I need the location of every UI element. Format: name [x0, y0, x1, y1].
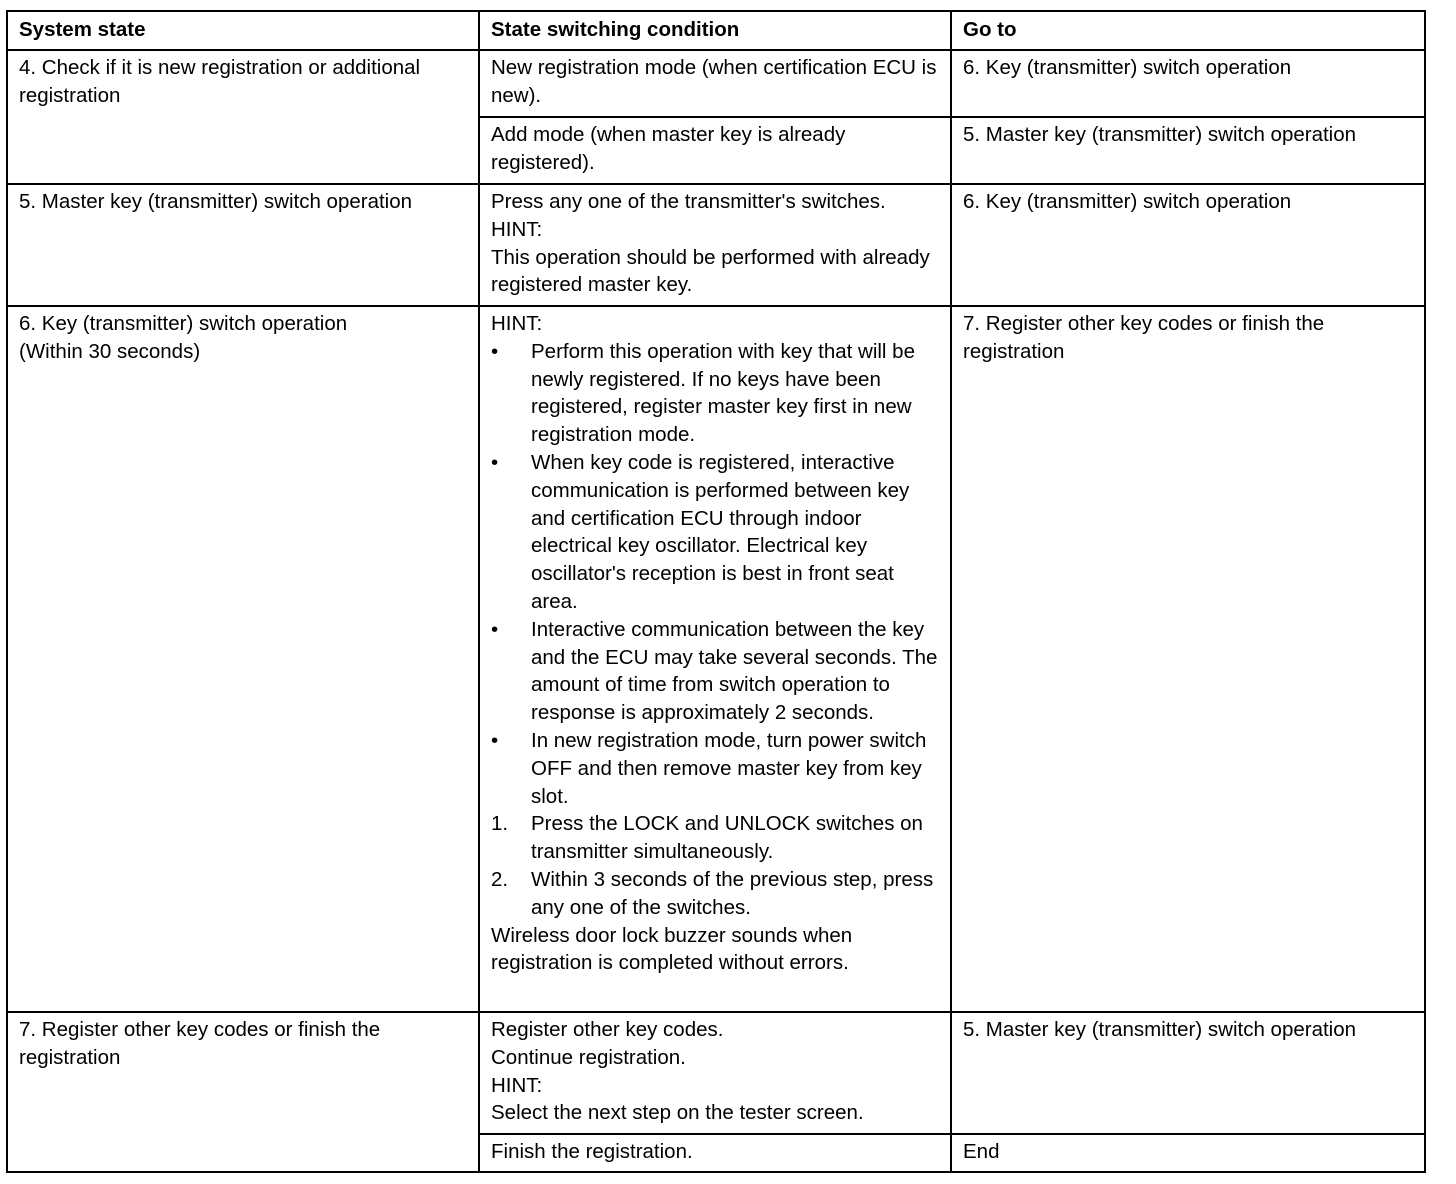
bullet-item [491, 616, 940, 727]
table-row [7, 184, 1425, 306]
condition-cell [479, 184, 951, 306]
bullet-mark: • [491, 617, 499, 641]
condition-cell [479, 1012, 951, 1134]
step-number: 1. [491, 812, 509, 836]
bullet-text: Interactive communication between the key and the ECU may take several seconds. The amount of time from switch operation to response is approximately 2 seconds. [531, 617, 938, 725]
goto-cell: 5. Master key (transmitter) switch operation [951, 117, 1425, 184]
state-cell [7, 306, 479, 1012]
table-row [7, 1012, 1425, 1134]
bullet-text: In new registration mode, turn power switch OFF and then remove master key from key slot. [531, 728, 927, 808]
condition-cell [479, 306, 951, 1012]
hint-label: HINT: [491, 217, 543, 241]
goto-cell: 6. Key (transmitter) switch operation [951, 184, 1425, 306]
state-text: 6. Key (transmitter) switch operation [19, 312, 348, 335]
step-text: Within 3 seconds of the previous step, press any one of the switches. [531, 867, 934, 919]
bullet-item [491, 449, 940, 616]
header-go-to: Go to [951, 11, 1425, 50]
step-number: 2. [491, 867, 509, 891]
bullet-item [491, 727, 940, 810]
header-system-state: System state [7, 11, 479, 50]
bullet-text: When key code is registered, interactive communication is performed between key and certification ECU through indoor electrical key oscillator. Electrical key oscillator's reception is best in front seat area. [531, 450, 910, 613]
bullet-mark: • [491, 728, 499, 752]
state-subtext: (Within 30 seconds) [19, 339, 201, 363]
bullet-text: Perform this operation with key that will be newly registered. If no keys have been registered, register master key first in new registration mode. [531, 339, 915, 447]
hint-label: HINT: [491, 1073, 543, 1097]
goto-cell: 6. Key (transmitter) switch operation [951, 50, 1425, 117]
step-text: Press the LOCK and UNLOCK switches on transmitter simultaneously. [531, 812, 923, 864]
bullet-mark: • [491, 339, 499, 363]
header-state-switching-condition: State switching condition [479, 11, 951, 50]
table-row [7, 50, 1425, 117]
numbered-item [491, 810, 940, 866]
goto-cell: End [951, 1134, 1425, 1172]
condition-cell: New registration mode (when certification ECU is new). [479, 50, 951, 117]
condition-cell: Finish the registration. [479, 1134, 951, 1172]
state-cell: 4. Check if it is new registration or additional registration [7, 50, 479, 184]
condition-text: Continue registration. [491, 1045, 686, 1069]
bullet-mark: • [491, 450, 499, 474]
bullet-item [491, 338, 940, 449]
table-row [7, 306, 1425, 1012]
condition-text: Register other key codes. [491, 1018, 724, 1041]
state-cell: 5. Master key (transmitter) switch operation [7, 184, 479, 306]
goto-cell: 5. Master key (transmitter) switch operation [951, 1012, 1425, 1134]
hint-label: HINT: [491, 312, 543, 335]
result-note: Wireless door lock buzzer sounds when registration is completed without errors. [491, 923, 853, 975]
hint-text: Select the next step on the tester screen. [491, 1101, 864, 1125]
header-row [7, 11, 1425, 50]
hint-text: This operation should be performed with already registered master key. [491, 245, 930, 297]
numbered-item [491, 866, 940, 922]
condition-text: Press any one of the transmitter's switches. [491, 190, 886, 213]
state-cell: 7. Register other key codes or finish the registration [7, 1012, 479, 1172]
goto-cell: 7. Register other key codes or finish the registration [951, 306, 1425, 1012]
procedure-table [6, 10, 1426, 1173]
condition-cell: Add mode (when master key is already registered). [479, 117, 951, 184]
